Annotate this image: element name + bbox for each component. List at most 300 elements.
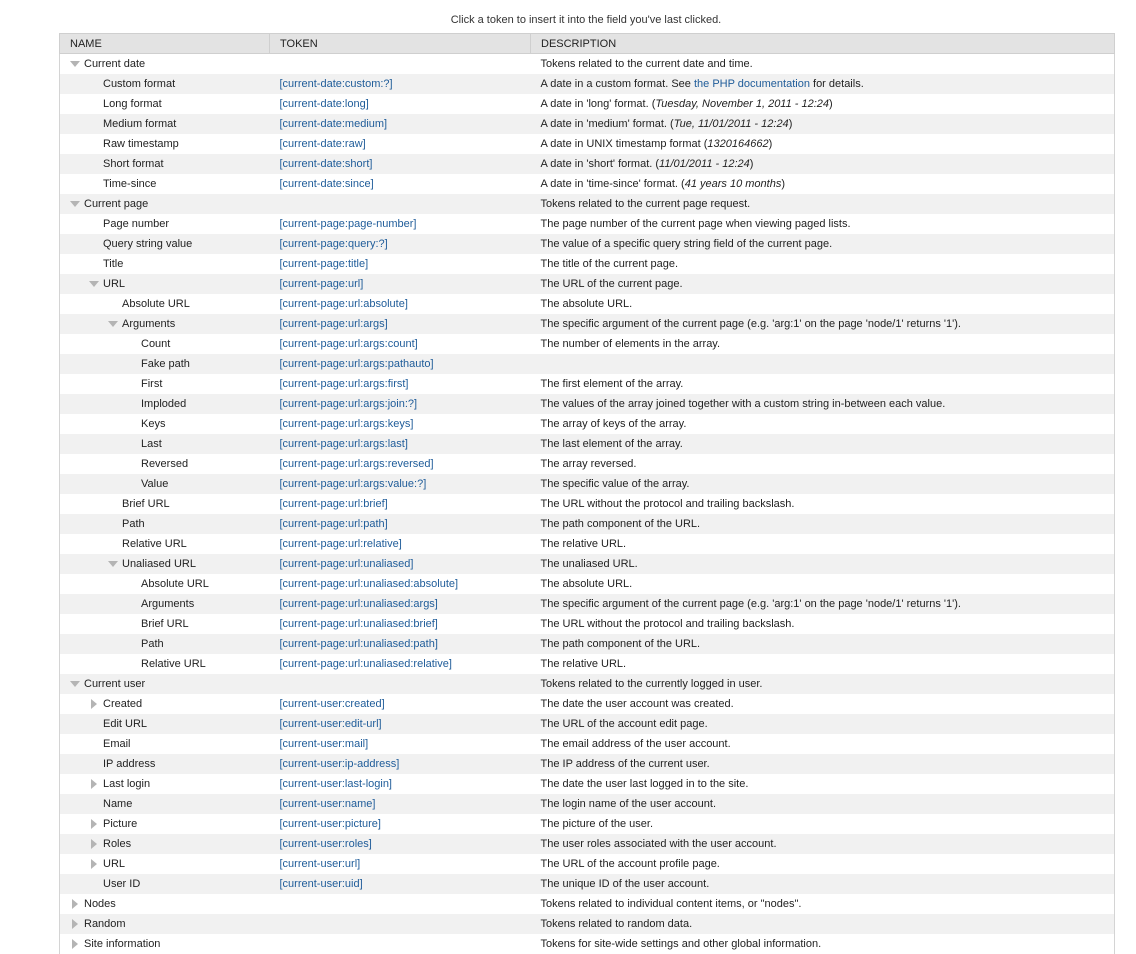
description-cell bbox=[531, 574, 1115, 594]
description-cell bbox=[531, 434, 1115, 454]
collapse-arrow-icon[interactable] bbox=[84, 281, 103, 287]
description-cell bbox=[531, 154, 1115, 174]
name-cell bbox=[60, 294, 270, 314]
token-name: Imploded bbox=[141, 398, 186, 410]
token-name: Short format bbox=[103, 158, 164, 170]
name-cell bbox=[60, 454, 270, 474]
description-cell bbox=[531, 354, 1115, 374]
name-cell bbox=[60, 214, 270, 234]
description-cell bbox=[531, 734, 1115, 754]
token-link[interactable]: [current-page:url:args:last] bbox=[280, 438, 408, 450]
token-link[interactable]: [current-page:query:?] bbox=[280, 238, 388, 250]
description-text: The last element of the array. bbox=[541, 438, 683, 450]
name-cell bbox=[60, 754, 270, 774]
description-text: The unaliased URL. bbox=[541, 558, 638, 570]
token-cell bbox=[270, 414, 531, 434]
name-cell bbox=[60, 874, 270, 894]
name-cell bbox=[60, 734, 270, 754]
description-suffix: ) bbox=[789, 118, 793, 130]
token-cell bbox=[270, 454, 531, 474]
token-name: Path bbox=[141, 638, 164, 650]
description-suffix: ) bbox=[829, 98, 833, 110]
token-cell bbox=[270, 314, 531, 334]
table-row bbox=[60, 614, 1115, 634]
description-cell bbox=[531, 234, 1115, 254]
token-cell bbox=[270, 294, 531, 314]
token-link[interactable]: [current-page:url:unaliased:path] bbox=[280, 638, 438, 650]
token-link[interactable]: [current-page:url:brief] bbox=[280, 498, 388, 510]
token-link[interactable]: [current-user:ip-address] bbox=[280, 758, 400, 770]
description-cell bbox=[531, 394, 1115, 414]
table-row bbox=[60, 334, 1115, 354]
description-cell bbox=[531, 474, 1115, 494]
token-cell bbox=[270, 394, 531, 414]
description-cell bbox=[531, 654, 1115, 674]
token-cell bbox=[270, 374, 531, 394]
description-cell bbox=[531, 374, 1115, 394]
description-suffix: ) bbox=[769, 138, 773, 150]
expand-arrow-icon[interactable] bbox=[65, 919, 84, 929]
description-cell bbox=[531, 314, 1115, 334]
table-row bbox=[60, 194, 1115, 214]
description-text: The path component of the URL. bbox=[541, 518, 701, 530]
token-name: Title bbox=[103, 258, 123, 270]
token-link[interactable]: [current-date:short] bbox=[280, 158, 373, 170]
token-link[interactable]: [current-page:url:args] bbox=[280, 318, 388, 330]
token-name: Keys bbox=[141, 418, 165, 430]
description-suffix: for details. bbox=[810, 78, 864, 90]
name-cell bbox=[60, 54, 270, 75]
table-row bbox=[60, 174, 1115, 194]
description-text: The specific argument of the current page (e.g. 'arg:1' on the page 'node/1' returns '1'). bbox=[541, 598, 961, 610]
token-cell bbox=[270, 634, 531, 654]
name-cell bbox=[60, 594, 270, 614]
token-name: Arguments bbox=[122, 318, 175, 330]
description-cell bbox=[531, 534, 1115, 554]
token-link[interactable]: [current-user:last-login] bbox=[280, 778, 393, 790]
description-text: The array of keys of the array. bbox=[541, 418, 687, 430]
description-text: A date in a custom format. See bbox=[541, 78, 694, 90]
description-text: The title of the current page. bbox=[541, 258, 679, 270]
token-link[interactable]: [current-user:url] bbox=[280, 858, 361, 870]
example-value: 41 years 10 months bbox=[685, 178, 782, 190]
token-cell bbox=[270, 674, 531, 694]
token-link[interactable]: [current-user:uid] bbox=[280, 878, 363, 890]
description-cell bbox=[531, 754, 1115, 774]
token-link[interactable]: [current-page:url:args:pathauto] bbox=[280, 358, 434, 370]
name-cell bbox=[60, 154, 270, 174]
description-text: The user roles associated with the user account. bbox=[541, 838, 777, 850]
token-cell bbox=[270, 794, 531, 814]
expand-arrow-icon[interactable] bbox=[84, 819, 103, 829]
description-cell bbox=[531, 914, 1115, 934]
description-text: The relative URL. bbox=[541, 538, 627, 550]
token-cell bbox=[270, 214, 531, 234]
token-name: Query string value bbox=[103, 238, 192, 250]
token-cell bbox=[270, 934, 531, 954]
description-text: Tokens related to random data. bbox=[541, 918, 693, 930]
expand-arrow-icon[interactable] bbox=[84, 779, 103, 789]
table-row bbox=[60, 134, 1115, 154]
example-value: 11/01/2011 - 12:24 bbox=[659, 158, 750, 170]
name-cell bbox=[60, 574, 270, 594]
name-cell bbox=[60, 834, 270, 854]
table-row bbox=[60, 274, 1115, 294]
token-name: Custom format bbox=[103, 78, 175, 90]
column-header-description: DESCRIPTION bbox=[531, 34, 1115, 54]
token-cell bbox=[270, 534, 531, 554]
name-cell bbox=[60, 434, 270, 454]
name-cell bbox=[60, 74, 270, 94]
description-cell bbox=[531, 614, 1115, 634]
token-name: Picture bbox=[103, 818, 137, 830]
table-row bbox=[60, 494, 1115, 514]
description-cell bbox=[531, 54, 1115, 75]
token-link[interactable]: [current-page:title] bbox=[280, 258, 369, 270]
name-cell bbox=[60, 614, 270, 634]
table-row bbox=[60, 594, 1115, 614]
token-link[interactable]: [current-date:medium] bbox=[280, 118, 388, 130]
description-cell bbox=[531, 694, 1115, 714]
description-cell bbox=[531, 934, 1115, 954]
description-cell bbox=[531, 854, 1115, 874]
expand-arrow-icon[interactable] bbox=[84, 859, 103, 869]
token-link[interactable]: [current-user:mail] bbox=[280, 738, 369, 750]
name-cell bbox=[60, 474, 270, 494]
description-cell bbox=[531, 274, 1115, 294]
token-link[interactable]: [current-date:long] bbox=[280, 98, 369, 110]
token-name: Count bbox=[141, 338, 170, 350]
token-name: Arguments bbox=[141, 598, 194, 610]
token-cell bbox=[270, 774, 531, 794]
token-link[interactable]: [current-page:url:args:value:?] bbox=[280, 478, 427, 490]
token-link[interactable]: [current-page:url:relative] bbox=[280, 538, 402, 550]
token-cell bbox=[270, 94, 531, 114]
table-row bbox=[60, 754, 1115, 774]
token-name: Medium format bbox=[103, 118, 176, 130]
name-cell bbox=[60, 934, 270, 954]
token-cell bbox=[270, 594, 531, 614]
token-cell bbox=[270, 474, 531, 494]
description-text: The URL of the account edit page. bbox=[541, 718, 708, 730]
table-row bbox=[60, 74, 1115, 94]
description-text: The first element of the array. bbox=[541, 378, 684, 390]
token-cell bbox=[270, 554, 531, 574]
token-name: Name bbox=[103, 798, 132, 810]
description-text: The picture of the user. bbox=[541, 818, 654, 830]
token-cell bbox=[270, 574, 531, 594]
name-cell bbox=[60, 194, 270, 214]
token-name: Fake path bbox=[141, 358, 190, 370]
token-cell bbox=[270, 894, 531, 914]
token-name: Relative URL bbox=[122, 538, 187, 550]
description-cell bbox=[531, 794, 1115, 814]
name-cell bbox=[60, 274, 270, 294]
description-cell bbox=[531, 414, 1115, 434]
description-cell bbox=[531, 674, 1115, 694]
example-value: Tue, 11/01/2011 - 12:24 bbox=[674, 118, 789, 130]
name-cell bbox=[60, 234, 270, 254]
token-link[interactable]: [current-page:url] bbox=[280, 278, 364, 290]
description-text: The path component of the URL. bbox=[541, 638, 701, 650]
description-cell bbox=[531, 74, 1115, 94]
description-cell bbox=[531, 554, 1115, 574]
table-row bbox=[60, 294, 1115, 314]
table-row bbox=[60, 934, 1115, 954]
token-name: Email bbox=[103, 738, 131, 750]
token-name: User ID bbox=[103, 878, 140, 890]
name-cell bbox=[60, 314, 270, 334]
token-link[interactable]: [current-page:url:unaliased:absolute] bbox=[280, 578, 459, 590]
token-link[interactable]: [current-page:url:path] bbox=[280, 518, 388, 530]
name-cell bbox=[60, 114, 270, 134]
column-header-name: NAME bbox=[60, 34, 270, 54]
token-name: Roles bbox=[103, 838, 131, 850]
description-text: A date in UNIX timestamp format ( bbox=[541, 138, 708, 150]
name-cell bbox=[60, 174, 270, 194]
table-row bbox=[60, 674, 1115, 694]
table-row bbox=[60, 534, 1115, 554]
description-text: The absolute URL. bbox=[541, 578, 633, 590]
token-name: Last bbox=[141, 438, 162, 450]
table-row bbox=[60, 734, 1115, 754]
token-link[interactable]: [current-user:name] bbox=[280, 798, 376, 810]
token-name: URL bbox=[103, 278, 125, 290]
name-cell bbox=[60, 634, 270, 654]
description-cell bbox=[531, 834, 1115, 854]
table-row bbox=[60, 714, 1115, 734]
token-link[interactable]: [current-page:url:unaliased:relative] bbox=[280, 658, 452, 670]
token-cell bbox=[270, 434, 531, 454]
php-documentation-link[interactable]: the PHP documentation bbox=[694, 78, 810, 90]
token-name: URL bbox=[103, 858, 125, 870]
name-cell bbox=[60, 674, 270, 694]
description-text: The values of the array joined together with a custom string in-between each value. bbox=[541, 398, 946, 410]
token-link[interactable]: [current-page:url:args:first] bbox=[280, 378, 409, 390]
name-cell bbox=[60, 794, 270, 814]
table-row bbox=[60, 554, 1115, 574]
token-link[interactable]: [current-page:page-number] bbox=[280, 218, 417, 230]
collapse-arrow-icon[interactable] bbox=[103, 561, 122, 567]
token-cell bbox=[270, 354, 531, 374]
token-cell bbox=[270, 834, 531, 854]
token-link[interactable]: [current-page:url:args:count] bbox=[280, 338, 418, 350]
table-row bbox=[60, 854, 1115, 874]
token-cell bbox=[270, 334, 531, 354]
name-cell bbox=[60, 494, 270, 514]
token-name: Page number bbox=[103, 218, 169, 230]
token-link[interactable]: [current-page:url:args:keys] bbox=[280, 418, 414, 430]
table-row bbox=[60, 634, 1115, 654]
description-text: The login name of the user account. bbox=[541, 798, 717, 810]
token-tree-table bbox=[59, 33, 1115, 954]
name-cell bbox=[60, 814, 270, 834]
token-link[interactable]: [current-date:since] bbox=[280, 178, 374, 190]
token-name: Absolute URL bbox=[141, 578, 209, 590]
token-link[interactable]: [current-page:url:unaliased:brief] bbox=[280, 618, 438, 630]
description-suffix: ) bbox=[781, 178, 785, 190]
table-row bbox=[60, 54, 1115, 75]
collapse-arrow-icon[interactable] bbox=[65, 681, 84, 687]
description-text: The relative URL. bbox=[541, 658, 627, 670]
description-text: The URL of the current page. bbox=[541, 278, 683, 290]
description-text: A date in 'time-since' format. ( bbox=[541, 178, 685, 190]
description-cell bbox=[531, 94, 1115, 114]
table-header bbox=[60, 34, 1115, 54]
table-row bbox=[60, 414, 1115, 434]
table-row bbox=[60, 114, 1115, 134]
token-link[interactable]: [current-user:created] bbox=[280, 698, 385, 710]
token-link[interactable]: [current-page:url:unaliased] bbox=[280, 558, 414, 570]
table-row bbox=[60, 214, 1115, 234]
name-cell bbox=[60, 694, 270, 714]
token-cell bbox=[270, 654, 531, 674]
table-row bbox=[60, 374, 1115, 394]
token-name: Nodes bbox=[84, 898, 116, 910]
token-name: Long format bbox=[103, 98, 162, 110]
table-row bbox=[60, 154, 1115, 174]
expand-arrow-icon[interactable] bbox=[84, 839, 103, 849]
token-link[interactable]: [current-date:custom:?] bbox=[280, 78, 393, 90]
column-header-token: TOKEN bbox=[270, 34, 531, 54]
description-text: The date the user account was created. bbox=[541, 698, 734, 710]
token-link[interactable]: [current-page:url:unaliased:args] bbox=[280, 598, 438, 610]
example-value: Tuesday, November 1, 2011 - 12:24 bbox=[655, 98, 829, 110]
name-cell bbox=[60, 714, 270, 734]
description-cell bbox=[531, 174, 1115, 194]
description-text: The absolute URL. bbox=[541, 298, 633, 310]
table-row bbox=[60, 474, 1115, 494]
description-text: A date in 'short' format. ( bbox=[541, 158, 660, 170]
name-cell bbox=[60, 914, 270, 934]
table-row bbox=[60, 354, 1115, 374]
description-cell bbox=[531, 774, 1115, 794]
name-cell bbox=[60, 554, 270, 574]
description-cell bbox=[531, 454, 1115, 474]
description-text: The page number of the current page when viewing paged lists. bbox=[541, 218, 851, 230]
token-cell bbox=[270, 874, 531, 894]
table-row bbox=[60, 914, 1115, 934]
token-name: Path bbox=[122, 518, 145, 530]
token-cell bbox=[270, 74, 531, 94]
table-row bbox=[60, 654, 1115, 674]
token-cell bbox=[270, 734, 531, 754]
token-cell bbox=[270, 234, 531, 254]
token-cell bbox=[270, 274, 531, 294]
token-cell bbox=[270, 514, 531, 534]
token-link[interactable]: [current-user:roles] bbox=[280, 838, 372, 850]
token-cell bbox=[270, 694, 531, 714]
description-text: The number of elements in the array. bbox=[541, 338, 721, 350]
table-body bbox=[60, 54, 1115, 954]
name-cell bbox=[60, 894, 270, 914]
token-name: Current user bbox=[84, 678, 145, 690]
description-cell bbox=[531, 194, 1115, 214]
description-text: The URL without the protocol and trailing backslash. bbox=[541, 618, 795, 630]
name-cell bbox=[60, 774, 270, 794]
description-text: The URL without the protocol and trailing backslash. bbox=[541, 498, 795, 510]
expand-arrow-icon[interactable] bbox=[65, 899, 84, 909]
token-name: Brief URL bbox=[122, 498, 170, 510]
description-text: Tokens related to the current date and time. bbox=[541, 58, 753, 70]
token-name: Edit URL bbox=[103, 718, 147, 730]
token-name: Random bbox=[84, 918, 126, 930]
table-row bbox=[60, 814, 1115, 834]
description-text: The value of a specific query string field of the current page. bbox=[541, 238, 833, 250]
description-cell bbox=[531, 294, 1115, 314]
description-text: The date the user last logged in to the site. bbox=[541, 778, 749, 790]
table-row bbox=[60, 894, 1115, 914]
description-cell bbox=[531, 634, 1115, 654]
collapse-arrow-icon[interactable] bbox=[103, 321, 122, 327]
description-text: The IP address of the current user. bbox=[541, 758, 710, 770]
token-link[interactable]: [current-page:url:args:reversed] bbox=[280, 458, 434, 470]
description-text: The URL of the account profile page. bbox=[541, 858, 720, 870]
table-row bbox=[60, 694, 1115, 714]
token-cell bbox=[270, 114, 531, 134]
table-row bbox=[60, 454, 1115, 474]
description-text: The specific argument of the current page (e.g. 'arg:1' on the page 'node/1' returns '1'). bbox=[541, 318, 961, 330]
table-row bbox=[60, 94, 1115, 114]
description-text: The unique ID of the user account. bbox=[541, 878, 710, 890]
collapse-arrow-icon[interactable] bbox=[65, 61, 84, 67]
description-cell bbox=[531, 114, 1115, 134]
token-link[interactable]: [current-user:edit-url] bbox=[280, 718, 382, 730]
table-row bbox=[60, 234, 1115, 254]
description-text: A date in 'medium' format. ( bbox=[541, 118, 674, 130]
description-cell bbox=[531, 494, 1115, 514]
token-cell bbox=[270, 854, 531, 874]
token-name: Absolute URL bbox=[122, 298, 190, 310]
name-cell bbox=[60, 534, 270, 554]
name-cell bbox=[60, 254, 270, 274]
token-cell bbox=[270, 194, 531, 214]
token-name: Created bbox=[103, 698, 142, 710]
description-text: The array reversed. bbox=[541, 458, 637, 470]
token-cell bbox=[270, 134, 531, 154]
token-cell bbox=[270, 714, 531, 734]
token-name: Current date bbox=[84, 58, 145, 70]
description-cell bbox=[531, 514, 1115, 534]
collapse-arrow-icon[interactable] bbox=[65, 201, 84, 207]
token-link[interactable]: [current-user:picture] bbox=[280, 818, 381, 830]
table-row bbox=[60, 314, 1115, 334]
token-link[interactable]: [current-page:url:args:join:?] bbox=[280, 398, 418, 410]
description-suffix: ) bbox=[750, 158, 754, 170]
token-cell bbox=[270, 54, 531, 75]
token-cell bbox=[270, 174, 531, 194]
description-text: Tokens for site-wide settings and other global information. bbox=[541, 938, 822, 950]
token-cell bbox=[270, 814, 531, 834]
token-name: Site information bbox=[84, 938, 160, 950]
token-name: Raw timestamp bbox=[103, 138, 179, 150]
name-cell bbox=[60, 514, 270, 534]
token-name: Value bbox=[141, 478, 168, 490]
name-cell bbox=[60, 354, 270, 374]
token-link[interactable]: [current-date:raw] bbox=[280, 138, 366, 150]
table-row bbox=[60, 394, 1115, 414]
name-cell bbox=[60, 374, 270, 394]
token-name: Relative URL bbox=[141, 658, 206, 670]
expand-arrow-icon[interactable] bbox=[84, 699, 103, 709]
token-cell bbox=[270, 254, 531, 274]
table-row bbox=[60, 434, 1115, 454]
description-text: Tokens related to the currently logged in user. bbox=[541, 678, 763, 690]
token-link[interactable]: [current-page:url:absolute] bbox=[280, 298, 408, 310]
table-row bbox=[60, 574, 1115, 594]
token-name: Last login bbox=[103, 778, 150, 790]
name-cell bbox=[60, 854, 270, 874]
